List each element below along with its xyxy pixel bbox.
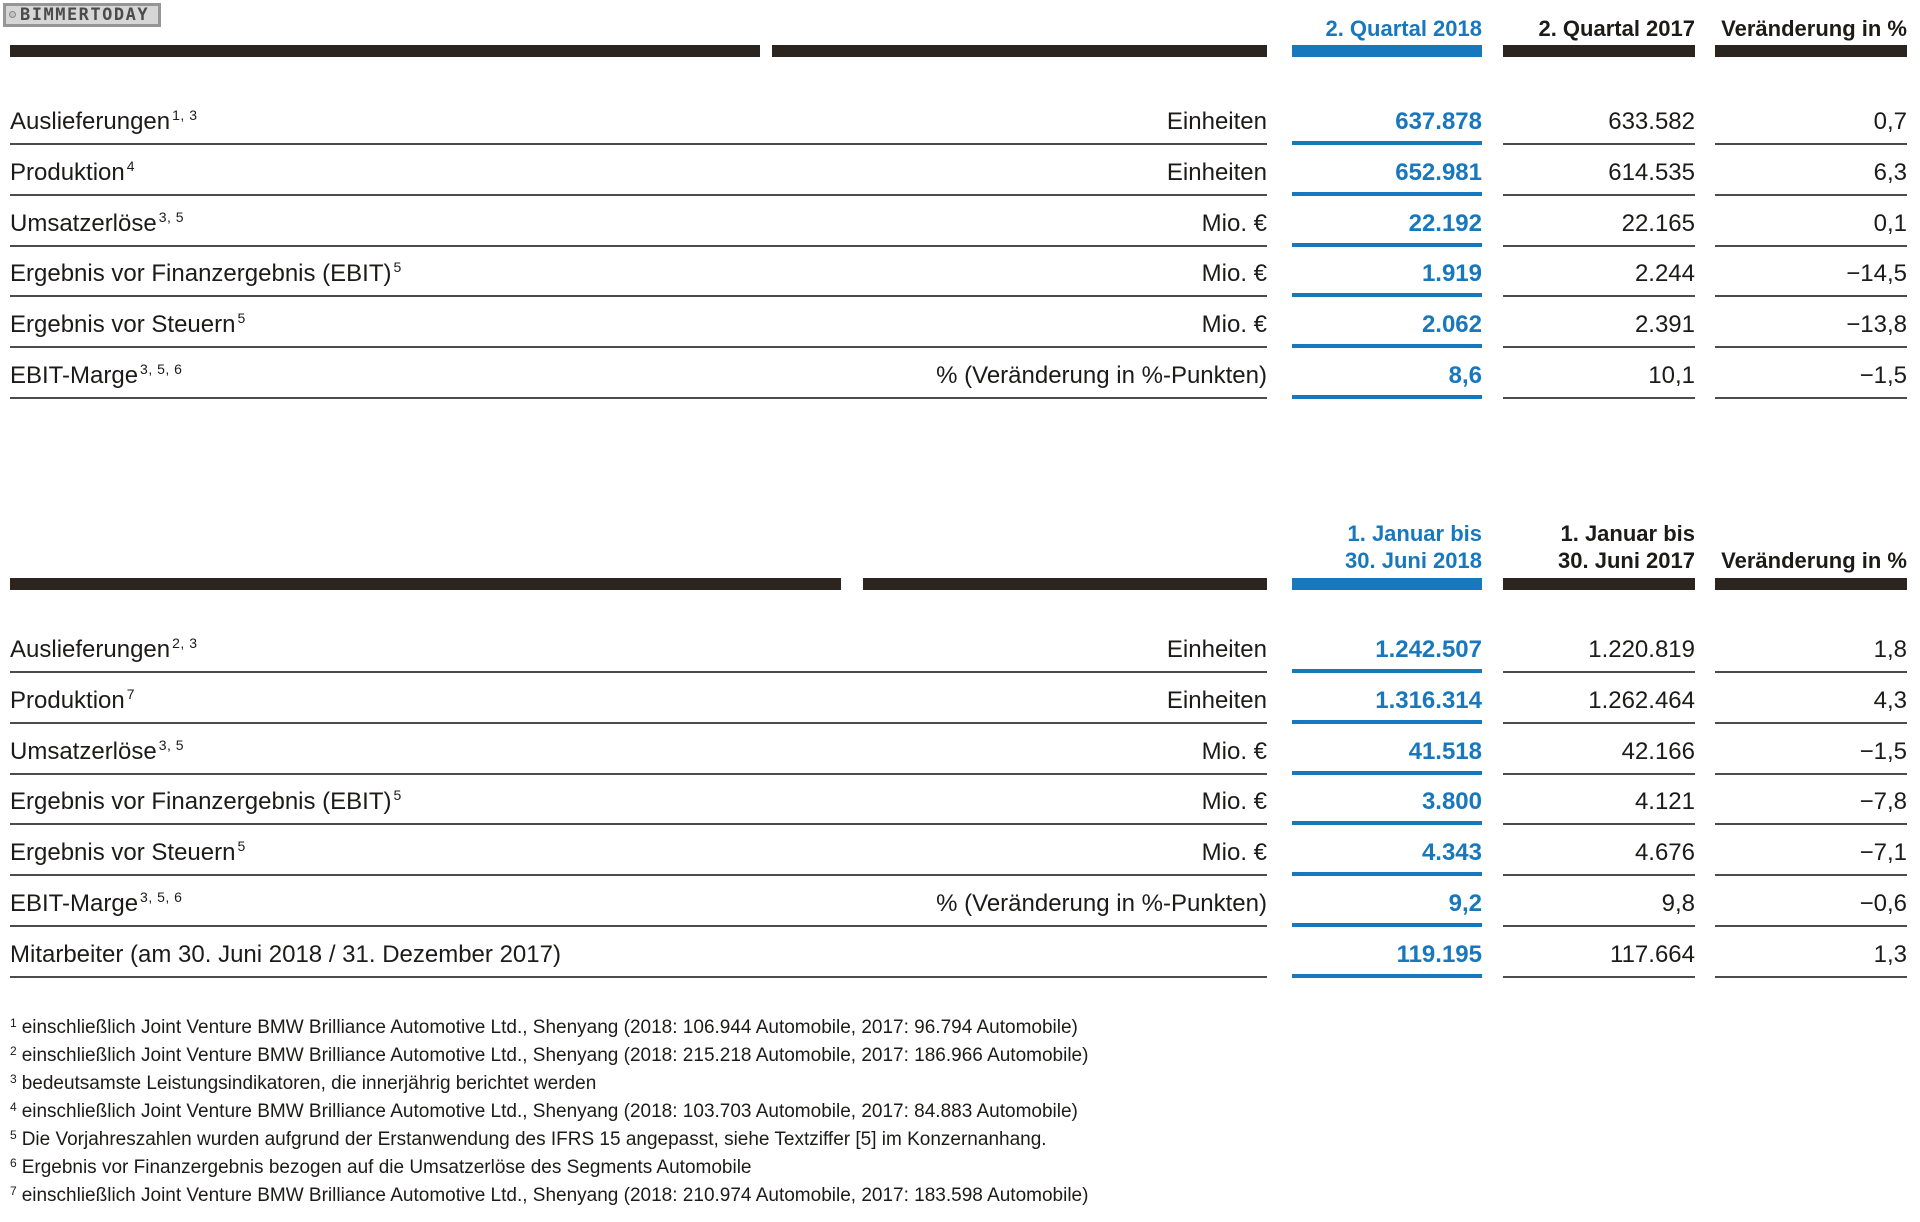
row-label-text: Umsatzerlöse	[10, 737, 157, 765]
row-label-text: Ergebnis vor Steuern	[10, 311, 236, 339]
value-change: 6,3	[1715, 160, 1907, 196]
row-label-text: Produktion	[10, 158, 125, 186]
footnote	[10, 1154, 1610, 1182]
value-2017: 10,1	[1503, 363, 1695, 399]
footnote-number: 7	[10, 1184, 17, 1198]
value-2018: 3.800	[1292, 789, 1482, 825]
table-q2-rows	[10, 57, 1907, 399]
value-change: −0,6	[1715, 891, 1907, 927]
value-2017: 2.244	[1503, 261, 1695, 297]
value-change: 1,8	[1715, 637, 1907, 673]
row-label-text: Umsatzerlöse	[10, 209, 157, 237]
row-label	[10, 685, 136, 714]
row-label-text: Ergebnis vor Finanzergebnis (EBIT)	[10, 788, 392, 816]
value-change: 4,3	[1715, 688, 1907, 724]
label-unit-cell	[10, 312, 1267, 348]
row-label	[10, 157, 136, 186]
label-unit-cell	[10, 840, 1267, 876]
column-header-h1-2018-line1: 1. Januar bis	[1347, 521, 1482, 546]
row-label	[10, 312, 246, 338]
value-2017: 1.262.464	[1503, 688, 1695, 724]
value-2017: 4.121	[1503, 789, 1695, 825]
column-header-h1-2017	[1558, 520, 1695, 574]
header-bar-change	[1715, 45, 1907, 57]
column-header-h1-2018	[1345, 520, 1482, 574]
value-change: −13,8	[1715, 312, 1907, 348]
value-2018: 2.062	[1292, 312, 1482, 348]
value-2018: 1.919	[1292, 261, 1482, 297]
row-label-text: Auslieferungen	[10, 635, 171, 663]
label-unit-cell	[10, 634, 1267, 673]
value-2018: 652.981	[1292, 160, 1482, 196]
unit-label: % (Veränderung in %-Punkten)	[936, 890, 1267, 918]
row-label	[10, 736, 185, 765]
table-row	[10, 94, 1907, 145]
column-header-h1-2017-line2: 30. Juni 2017	[1558, 548, 1695, 573]
footnote	[10, 1070, 1610, 1098]
row-label	[10, 106, 198, 135]
row-label-text: Produktion	[10, 686, 125, 714]
header-bar-label	[10, 578, 841, 590]
row-label	[10, 891, 182, 917]
value-2017: 2.391	[1503, 312, 1695, 348]
row-label	[10, 208, 185, 237]
unit-label: Einheiten	[1166, 686, 1267, 714]
footnote-text: einschließlich Joint Venture BMW Brilliance Automotive Ltd., Shenyang (2018: 210.974 Automobile, 2017: 183.598 Automobile)	[21, 1185, 1089, 1206]
header-bar-change	[1715, 578, 1907, 590]
value-2018: 1.242.507	[1292, 637, 1482, 673]
row-label	[10, 634, 198, 663]
table-h1-header	[10, 500, 1907, 590]
unit-label: Einheiten	[1166, 107, 1267, 135]
value-change: −7,1	[1715, 840, 1907, 876]
table-row	[10, 775, 1907, 826]
unit-label: Einheiten	[1166, 158, 1267, 186]
footnote-number: 2	[10, 1044, 17, 1058]
table-row	[10, 297, 1907, 348]
value-2017: 614.535	[1503, 160, 1695, 196]
label-unit-cell	[10, 736, 1267, 775]
row-label-text: EBIT-Marge	[10, 890, 139, 918]
table-row	[10, 196, 1907, 247]
label-unit-cell	[10, 891, 1267, 927]
footnote-text: einschließlich Joint Venture BMW Brilliance Automotive Ltd., Shenyang (2018: 106.944 Automobile, 2017: 96.794 Automobile)	[21, 1017, 1078, 1038]
table-row	[10, 876, 1907, 927]
footnote-text: Ergebnis vor Finanzergebnis bezogen auf die Umsatzerlöse des Segments Automobile	[21, 1157, 752, 1178]
value-2018: 41.518	[1292, 739, 1482, 775]
footnote-ref: 3, 5, 6	[140, 889, 183, 906]
table-row	[10, 673, 1907, 724]
value-change: −1,5	[1715, 363, 1907, 399]
value-2018: 22.192	[1292, 211, 1482, 247]
footnote-ref: 5	[393, 259, 402, 276]
value-change: −14,5	[1715, 261, 1907, 297]
column-header-q2-2018: 2. Quartal 2018	[1325, 16, 1482, 41]
value-2018: 119.195	[1292, 942, 1482, 978]
header-bar-2018	[1292, 578, 1482, 590]
footnote	[10, 1182, 1610, 1210]
header-bar-2017	[1503, 578, 1695, 590]
label-unit-cell	[10, 789, 1267, 825]
header-bar-unit	[772, 45, 1267, 57]
table-row	[10, 247, 1907, 298]
header-bar-label	[10, 45, 760, 57]
row-label	[10, 789, 402, 815]
column-header-change: Veränderung in %	[1721, 16, 1907, 41]
label-unit-cell	[10, 685, 1267, 724]
footnote-ref: 4	[126, 157, 136, 174]
footnote	[10, 1126, 1610, 1154]
header-bar-2017	[1503, 45, 1695, 57]
row-label	[10, 363, 182, 389]
value-change: 0,7	[1715, 109, 1907, 145]
row-label-text: EBIT-Marge	[10, 362, 139, 390]
label-unit-cell	[10, 942, 1267, 978]
footnote-number: 6	[10, 1156, 17, 1170]
value-2017: 42.166	[1503, 739, 1695, 775]
column-header-q2-2017: 2. Quartal 2017	[1538, 16, 1695, 41]
label-unit-cell	[10, 106, 1267, 145]
header-bar-2018	[1292, 45, 1482, 57]
footnote-number: 1	[10, 1016, 17, 1030]
footnote-number: 4	[10, 1100, 17, 1114]
table-h1-rows	[10, 590, 1907, 978]
footnote	[10, 1042, 1610, 1070]
column-header-change: Veränderung in %	[1721, 548, 1907, 573]
value-change: −1,5	[1715, 739, 1907, 775]
label-unit-cell	[10, 363, 1267, 399]
table-row	[10, 724, 1907, 775]
row-label	[10, 261, 402, 287]
column-header-h1-2017-line1: 1. Januar bis	[1560, 521, 1695, 546]
table-row	[10, 825, 1907, 876]
brand-watermark-text: BIMMERTODAY	[20, 5, 150, 25]
unit-label: Mio. €	[1201, 788, 1267, 816]
table-q2	[10, 0, 1907, 399]
footnote	[10, 1014, 1610, 1042]
unit-label: Mio. €	[1201, 737, 1267, 765]
unit-label: Einheiten	[1166, 635, 1267, 663]
value-2017: 633.582	[1503, 109, 1695, 145]
footnote-text: einschließlich Joint Venture BMW Brilliance Automotive Ltd., Shenyang (2018: 215.218 Automobile, 2017: 186.966 Automobile)	[21, 1045, 1089, 1066]
footnote-ref: 2, 3	[172, 634, 198, 651]
value-2018: 8,6	[1292, 363, 1482, 399]
value-2017: 4.676	[1503, 840, 1695, 876]
unit-label: Mio. €	[1201, 209, 1267, 237]
footnote	[10, 1098, 1610, 1126]
table-row	[10, 348, 1907, 399]
value-2018: 4.343	[1292, 840, 1482, 876]
footnote-ref: 5	[237, 310, 246, 327]
table-row	[10, 927, 1907, 978]
footnote-ref: 3, 5	[158, 208, 185, 225]
row-label	[10, 942, 563, 968]
row-label-text: Mitarbeiter (am 30. Juni 2018 / 31. Dezember 2017)	[10, 940, 561, 968]
label-unit-cell	[10, 208, 1267, 247]
value-2018: 9,2	[1292, 891, 1482, 927]
table-row	[10, 145, 1907, 196]
label-unit-cell	[10, 157, 1267, 196]
value-change: −7,8	[1715, 789, 1907, 825]
footnote-ref: 1, 3	[172, 106, 198, 123]
footnote-ref: 5	[237, 838, 246, 855]
footnote-text: Die Vorjahreszahlen wurden aufgrund der Erstanwendung des IFRS 15 angepasst, siehe Textziffer [5] im Konzernanhang.	[21, 1129, 1047, 1150]
header-bar-unit	[863, 578, 1267, 590]
footnote-number: 5	[10, 1128, 17, 1142]
value-2018: 637.878	[1292, 109, 1482, 145]
table-row	[10, 622, 1907, 673]
value-2017: 22.165	[1503, 211, 1695, 247]
table-q2-header	[10, 0, 1907, 57]
value-2017: 117.664	[1503, 942, 1695, 978]
row-label-text: Auslieferungen	[10, 107, 171, 135]
row-label	[10, 840, 246, 866]
unit-label: Mio. €	[1201, 311, 1267, 339]
table-h1	[10, 500, 1907, 978]
value-2017: 1.220.819	[1503, 637, 1695, 673]
label-unit-cell	[10, 261, 1267, 297]
unit-label: Mio. €	[1201, 260, 1267, 288]
value-2018: 1.316.314	[1292, 688, 1482, 724]
value-change: 0,1	[1715, 211, 1907, 247]
footnote-number: 3	[10, 1072, 17, 1086]
footnote-text: einschließlich Joint Venture BMW Brilliance Automotive Ltd., Shenyang (2018: 103.703 Automobile, 2017: 84.883 Automobile)	[21, 1101, 1078, 1122]
row-label-text: Ergebnis vor Finanzergebnis (EBIT)	[10, 260, 392, 288]
column-header-h1-2018-line2: 30. Juni 2018	[1345, 548, 1482, 573]
footnote-ref: 7	[126, 685, 136, 702]
footnote-ref: 5	[393, 787, 402, 804]
unit-label: Mio. €	[1201, 839, 1267, 867]
footnote-text: bedeutsamste Leistungsindikatoren, die innerjährig berichtet werden	[21, 1073, 597, 1094]
row-label-text: Ergebnis vor Steuern	[10, 839, 236, 867]
footnotes	[10, 1014, 1610, 1210]
value-change: 1,3	[1715, 942, 1907, 978]
unit-label: % (Veränderung in %-Punkten)	[936, 362, 1267, 390]
footnote-ref: 3, 5	[158, 736, 185, 753]
footnote-ref: 3, 5, 6	[140, 361, 183, 378]
value-2017: 9,8	[1503, 891, 1695, 927]
